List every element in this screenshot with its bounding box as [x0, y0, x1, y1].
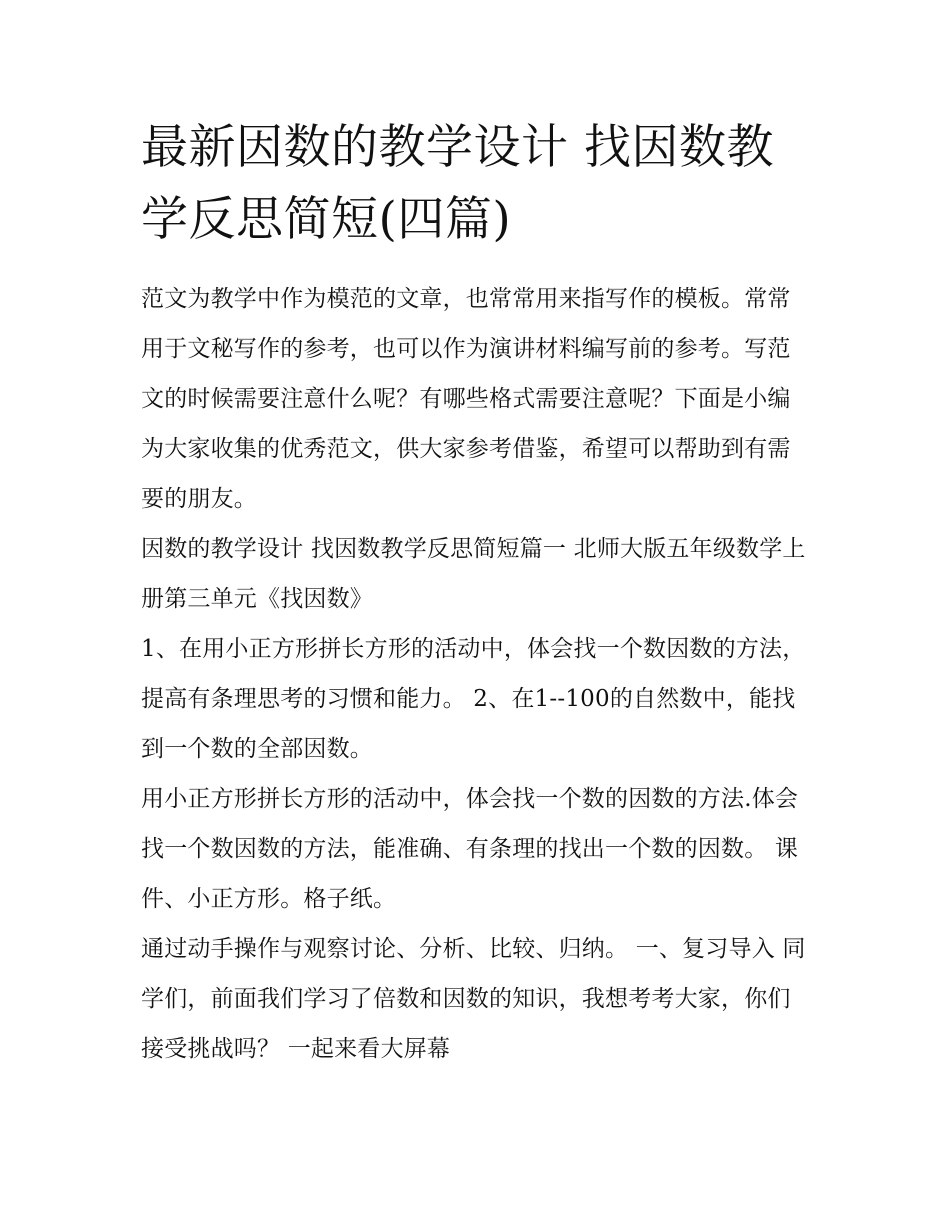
document-body — [141, 112, 813, 1074]
objectives-paragraph: 1、在用小正方形拼长方形的活动中，体会找一个数因数的方法，提高有条理思考的习惯和能力。 2、在1--100的自然数中，能找到一个数的全部因数。 — [141, 636, 806, 762]
intro-paragraph: 范文为教学中作为模范的文章，也常常用来指写作的模板。常常用于文秘写作的参考，也可以作为演讲材料编写前的参考。写范文的时候需要注意什么呢？有哪些格式需要注意呢？下面是小编为大家收集的优秀范文，供大家参考借鉴，希望可以帮助到有需要的朋友。 — [141, 286, 791, 512]
teaching-process-paragraph: 通过动手操作与观察讨论、分析、比较、归纳。 一、复习导入 同学们，前面我们学习了倍数和因数的知识，我想考考大家，你们接受挑战吗？ 一起来看大屏幕 — [141, 936, 806, 1062]
section-heading-paragraph: 因数的教学设计 找因数教学反思简短篇一 北师大版五年级数学上册第三单元《找因数》 — [141, 536, 806, 612]
key-points-paragraph: 用小正方形拼长方形的活动中，体会找一个数的因数的方法.体会找一个数因数的方法，能准确、有条理的找出一个数的因数。 课件、小正方形。格子纸。 — [141, 786, 799, 912]
document-title: 最新因数的教学设计 找因数教学反思简短(四篇) — [141, 120, 774, 247]
